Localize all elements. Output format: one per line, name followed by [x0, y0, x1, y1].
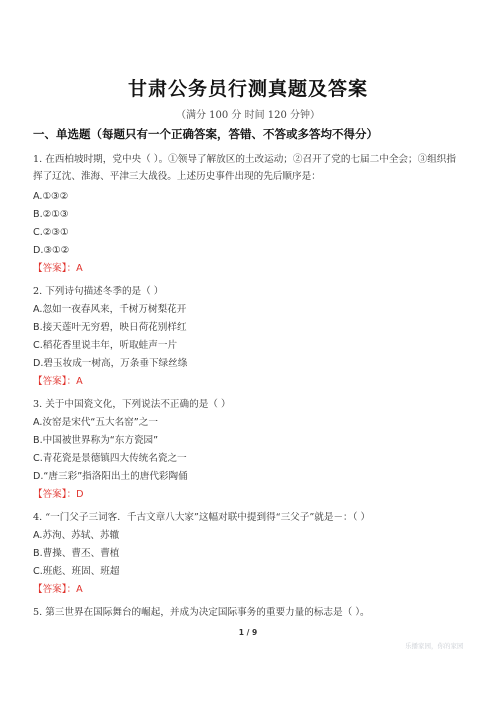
question-4-option-b: B.曹操、曹丕、曹植 [33, 548, 120, 559]
page-number: 1 / 9 [238, 628, 258, 637]
section-heading: 一、单选题（每题只有一个正确答案，答错、不答或多答均不得分） [33, 127, 378, 141]
question-1-option-d: D.③①② [33, 245, 70, 256]
question-1-option-b: B.②①③ [33, 209, 69, 220]
question-4-answer: 【答案】：A [33, 584, 83, 595]
question-5-stem: 5. 第三世界在国际舞台的崛起，并成为决定国际事务的重要力量的标志是（ ）。 [33, 607, 370, 618]
question-3-option-b: B.中国被世界称为“东方瓷园” [33, 435, 159, 446]
question-4-option-a: A.苏洵、苏轼、苏辙 [33, 530, 120, 541]
question-2-option-c: C.稻花香里说丰年，听取蛙声一片 [33, 340, 178, 351]
question-3-option-d: D.“唐三彩”指洛阳出土的唐代彩陶俑 [33, 471, 188, 482]
document-title: 甘肃公务员行测真题及答案 [127, 78, 368, 100]
question-1-stem: 1. 在西柏坡时期，党中央（ ）。①领导了解放区的土改运动；②召开了党的七届二中全会；③组织指挥了辽沈、淮海、平津三大战役。上述历史事件出现的先后顺序是： [33, 154, 456, 182]
question-3-answer: 【答案】：D [33, 489, 84, 500]
question-1-option-c: C.②③① [33, 227, 69, 238]
question-1-answer: 【答案】：A [33, 263, 83, 274]
question-2-option-a: A.忽如一夜春风来，千树万树梨花开 [33, 304, 187, 315]
question-1-option-a: A.①③② [33, 191, 69, 202]
question-2-answer: 【答案】：A [33, 376, 83, 387]
question-2-stem: 2. 下列诗句描述冬季的是（ ） [33, 286, 164, 297]
question-4-stem: 4. “一门父子三词客．千古文章八大家”这幅对联中提到得“三父子”就是－：（ ） [33, 512, 371, 523]
watermark: 乐播家园，你的家园 [405, 642, 464, 650]
question-2-option-d: D.碧玉妆成一树高，万条垂下绿丝绦 [33, 358, 188, 369]
question-3-option-c: C.青花瓷是景德镇四大传统名瓷之一 [33, 453, 187, 464]
question-3-stem: 3. 关于中国瓷文化，下列说法不正确的是（ ） [33, 399, 231, 410]
question-3-option-a: A.汝窑是宋代“五大名窑”之一 [33, 417, 158, 428]
question-4-option-c: C.班彪、班固、班超 [33, 566, 120, 577]
question-2-option-b: B.接天莲叶无穷碧，映日荷花别样红 [33, 322, 187, 333]
document-subtitle: （满分 100 分 时间 120 分钟） [175, 110, 321, 121]
